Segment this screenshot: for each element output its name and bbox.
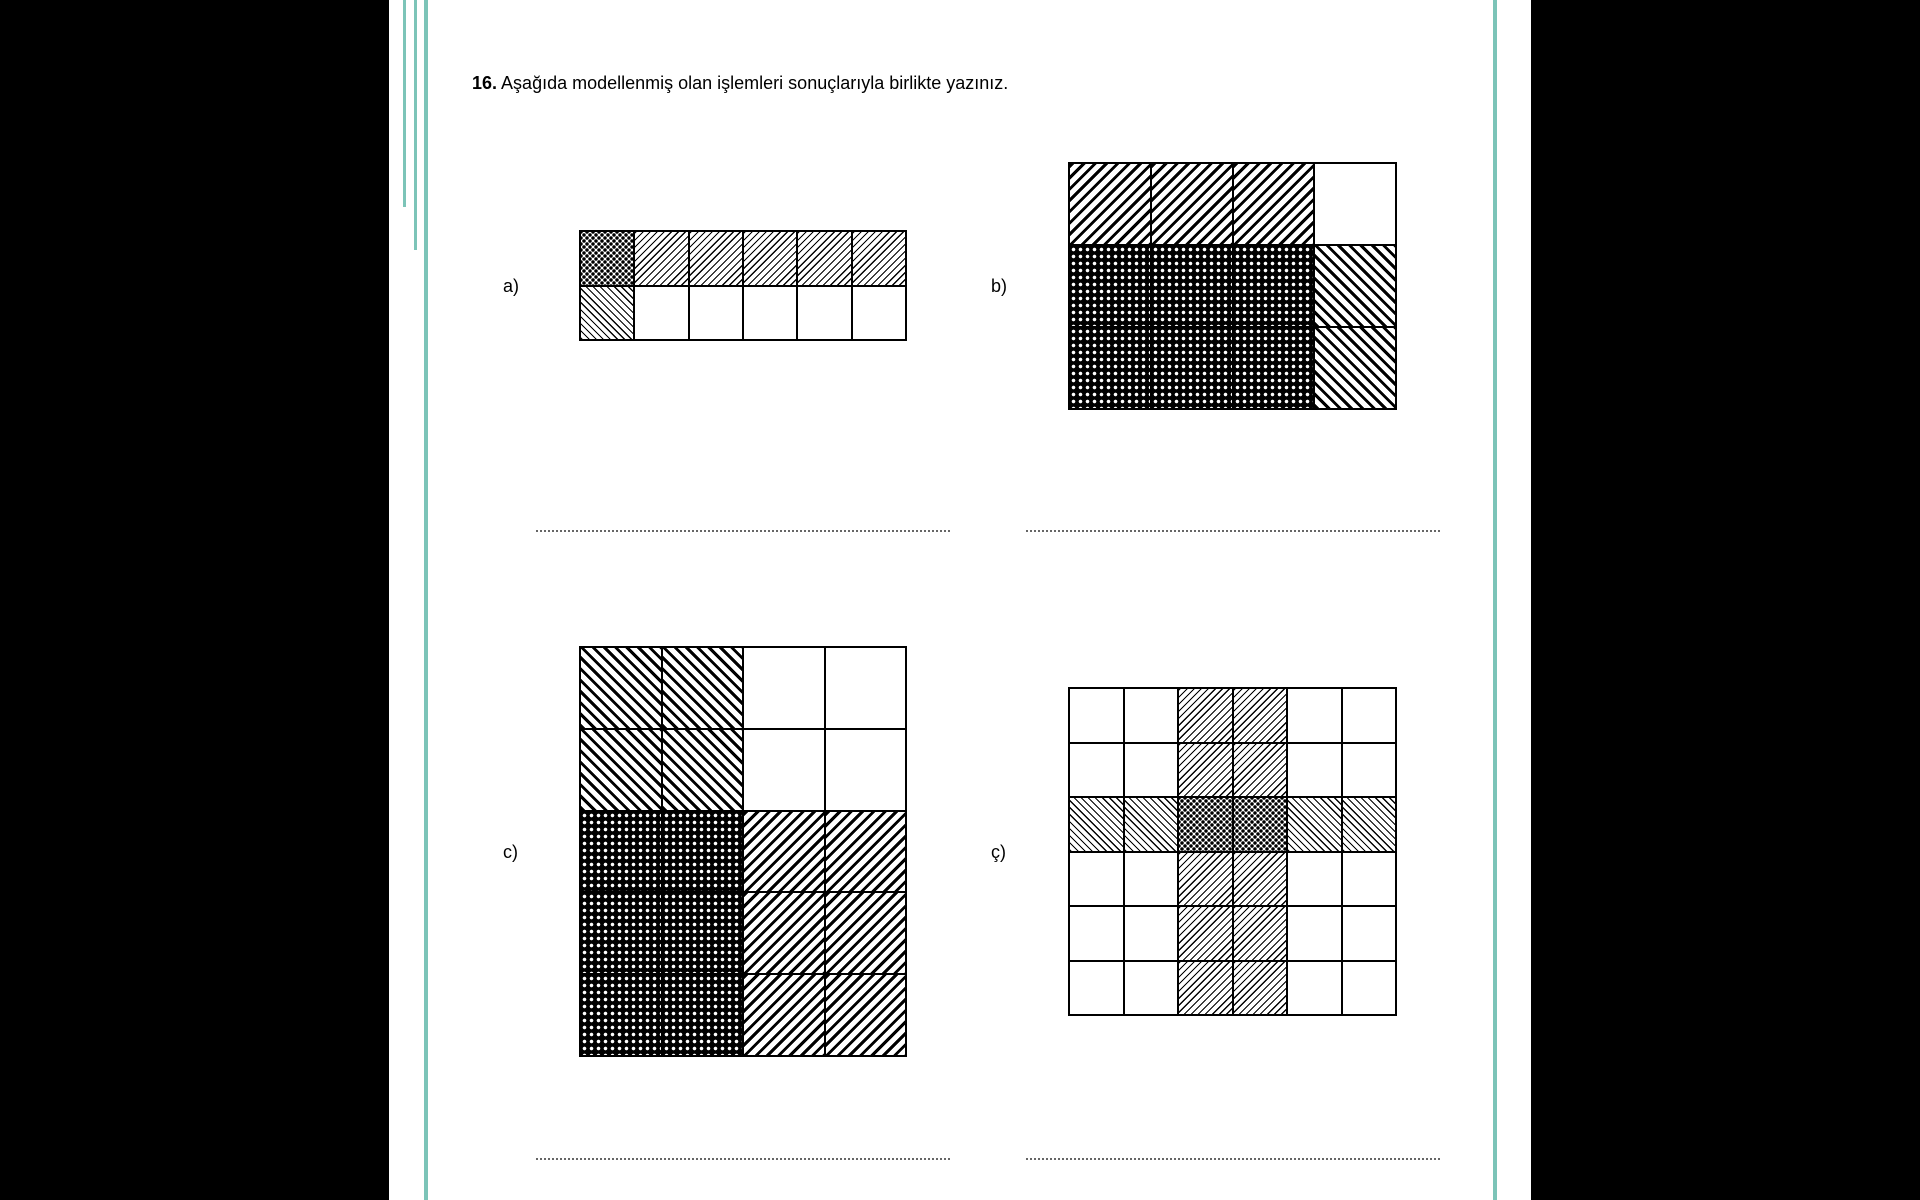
grid-cell <box>853 232 907 287</box>
grid-cell <box>826 730 908 812</box>
grid-cell <box>663 648 745 730</box>
grid-cell <box>1234 164 1316 246</box>
grid-cell <box>826 812 908 894</box>
grid-cell <box>1125 962 1180 1017</box>
grid-cell <box>1343 798 1398 853</box>
margin-line-right <box>1493 0 1497 1200</box>
grid-cell <box>690 232 744 287</box>
part-c-answer-line <box>536 1158 950 1160</box>
grid-cell <box>1315 164 1397 246</box>
margin-line-left-short <box>403 0 406 207</box>
grid-cell <box>1343 853 1398 908</box>
part-b-label: b) <box>991 276 1008 296</box>
grid-cell <box>1070 164 1152 246</box>
grid-cell <box>635 232 689 287</box>
margin-line-left-long <box>424 0 428 1200</box>
grid-cell <box>1070 798 1125 853</box>
grid-cell <box>1070 907 1125 962</box>
grid-cell <box>1234 907 1289 962</box>
grid-cell <box>663 812 745 894</box>
grid-cell <box>1179 798 1234 853</box>
grid-cell <box>1070 328 1152 410</box>
grid-cell <box>744 232 798 287</box>
grid-cell <box>1070 689 1125 744</box>
grid-cell <box>581 232 635 287</box>
grid-cell <box>1179 744 1234 799</box>
grid-cell <box>744 812 826 894</box>
part-c-label: c) <box>503 842 518 862</box>
grid-cell <box>744 975 826 1057</box>
grid-cell <box>826 648 908 730</box>
grid-cell <box>826 893 908 975</box>
grid-cell <box>663 730 745 812</box>
grid-cell <box>1179 907 1234 962</box>
part-b-answer-line <box>1026 530 1440 532</box>
grid-cell <box>581 730 663 812</box>
grid-cell <box>1152 164 1234 246</box>
grid-cell <box>1234 328 1316 410</box>
question-heading <box>472 73 1008 94</box>
grid-cell <box>744 648 826 730</box>
grid-cell <box>1152 246 1234 328</box>
part-a-answer-line <box>536 530 950 532</box>
grid-cell <box>744 287 798 342</box>
grid-cell <box>1070 962 1125 1017</box>
grid-cell <box>663 975 745 1057</box>
grid-cell <box>581 287 635 342</box>
grid-cell <box>581 812 663 894</box>
grid-cell <box>798 287 852 342</box>
margin-line-left-mid <box>414 0 417 250</box>
question-number: 16. <box>472 73 498 93</box>
grid-cell <box>1288 962 1343 1017</box>
part-a-label: a) <box>503 276 520 296</box>
part-cedilla-answer-line <box>1026 1158 1440 1160</box>
part-cedilla-label: ç) <box>991 842 1006 862</box>
grid-cell <box>690 287 744 342</box>
grid-cell <box>1234 853 1289 908</box>
grid-cell <box>798 232 852 287</box>
grid-cell <box>581 893 663 975</box>
grid-cell <box>1070 853 1125 908</box>
grid-cell <box>1125 798 1180 853</box>
grid-cell <box>1234 246 1316 328</box>
grid-cell <box>1179 689 1234 744</box>
grid-cell <box>1288 744 1343 799</box>
grid-cell <box>1125 853 1180 908</box>
grid-cell <box>1343 907 1398 962</box>
grid-cell <box>581 648 663 730</box>
grid-cell <box>826 975 908 1057</box>
grid-cell <box>1288 907 1343 962</box>
grid-cell <box>1234 744 1289 799</box>
grid-cell <box>1315 328 1397 410</box>
grid-cell <box>1343 744 1398 799</box>
grid-cell <box>1234 689 1289 744</box>
grid-cell <box>635 287 689 342</box>
grid-cell <box>1179 962 1234 1017</box>
grid-cell <box>1288 689 1343 744</box>
grid-cell <box>1343 689 1398 744</box>
grid-cell <box>1343 962 1398 1017</box>
part-a-grid <box>579 230 907 341</box>
grid-cell <box>1234 798 1289 853</box>
part-c-grid <box>579 646 907 1057</box>
grid-cell <box>1070 744 1125 799</box>
grid-cell <box>1288 853 1343 908</box>
grid-cell <box>744 893 826 975</box>
grid-cell <box>853 287 907 342</box>
grid-cell <box>1152 328 1234 410</box>
grid-cell <box>744 730 826 812</box>
grid-cell <box>1315 246 1397 328</box>
grid-cell <box>1125 744 1180 799</box>
grid-cell <box>1125 907 1180 962</box>
grid-cell <box>1179 853 1234 908</box>
grid-cell <box>1288 798 1343 853</box>
part-b-grid <box>1068 162 1397 410</box>
grid-cell <box>1234 962 1289 1017</box>
grid-cell <box>1070 246 1152 328</box>
grid-cell <box>663 893 745 975</box>
part-cedilla-grid <box>1068 687 1397 1016</box>
question-text: Aşağıda modellenmiş olan işlemleri sonuçlarıyla birlikte yazınız. <box>501 73 1009 93</box>
grid-cell <box>581 975 663 1057</box>
grid-cell <box>1125 689 1180 744</box>
